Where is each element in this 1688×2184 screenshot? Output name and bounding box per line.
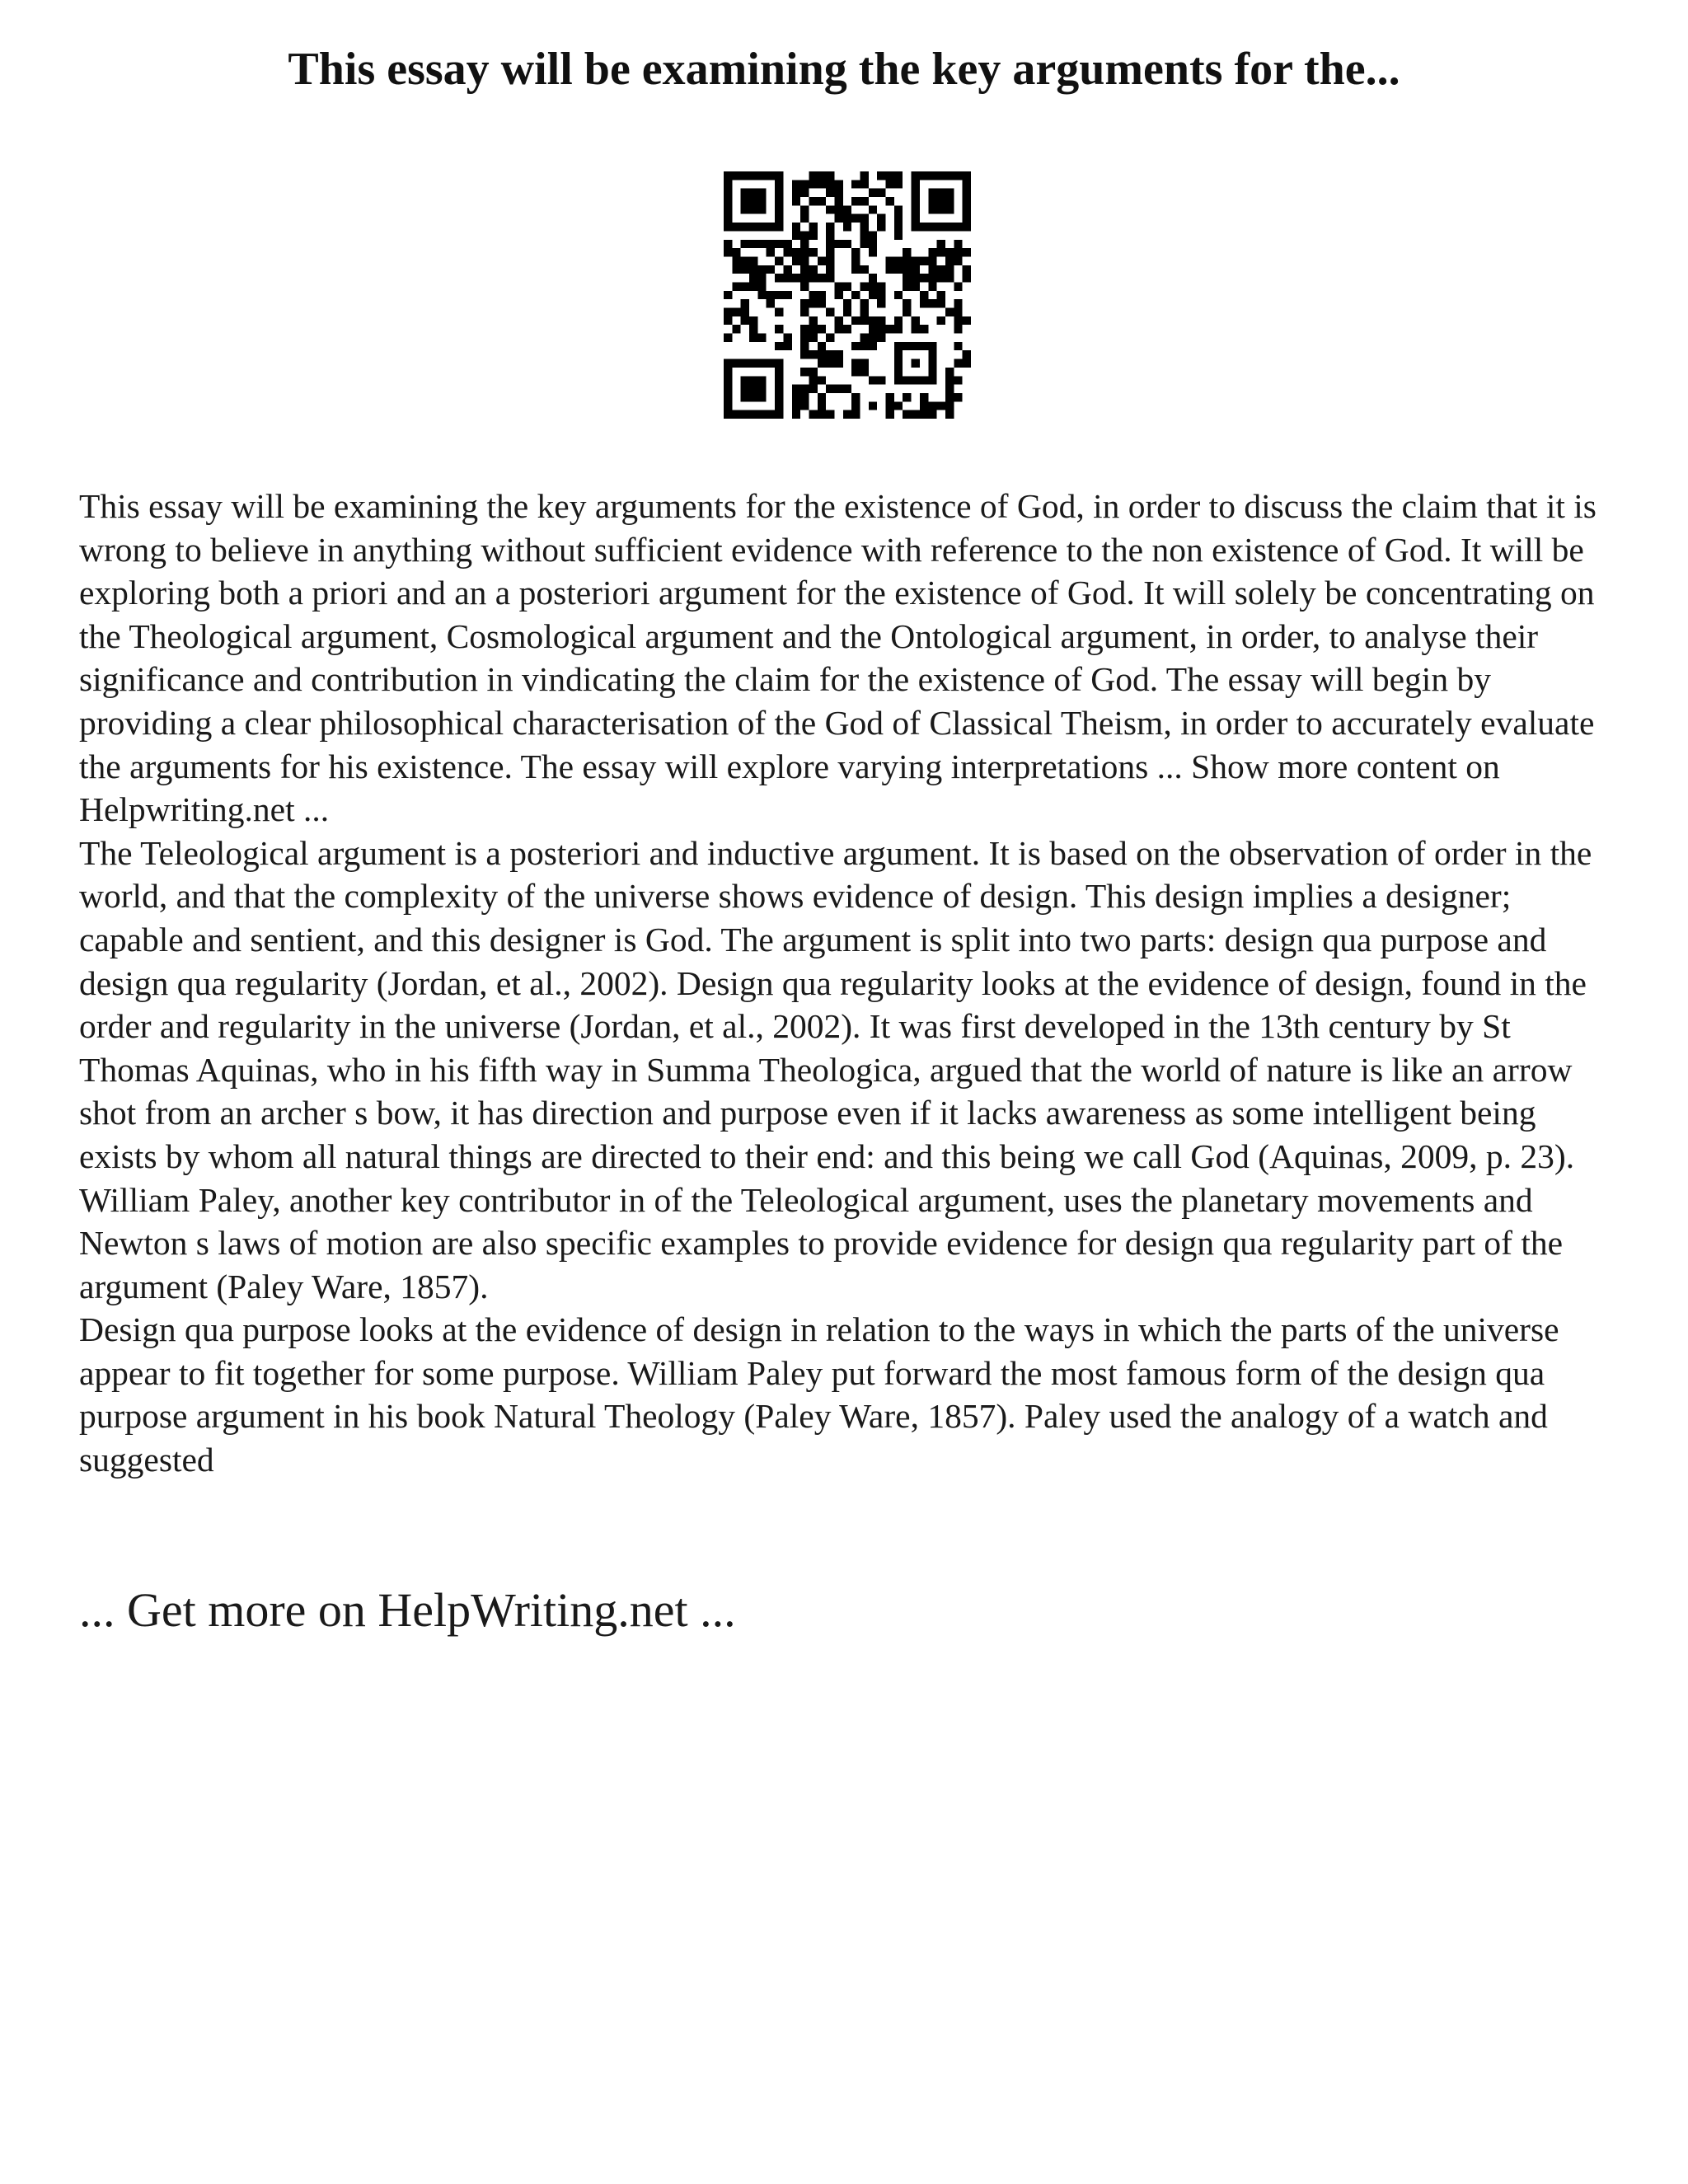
get-more-link[interactable]: ... Get more on HelpWriting.net ... <box>79 1583 736 1637</box>
qr-code-icon <box>724 171 971 419</box>
paragraph-intro: This essay will be examining the key arguments for the existence of God, in order to discuss the claim that it is wrong to believe in anything without sufficient evidence with reference to the non existence of God. It will be exploring both a priori and an a posteriori argument for the existence of God. It will solely be concentrating on the Theological argument, Cosmological argument and the Ontological argument, in order, to analyse their significance and contribution in vindicating the claim for the existence of God. The essay will begin by providing a clear philosophical characterisation of the God of Classical Theism, in order to accurately evaluate the arguments for his existence. The essay will explore varying interpretations ... Show more content on Helpwriting.net ... <box>79 487 1597 829</box>
essay-body <box>79 485 1620 1482</box>
document-title: This essay will be examining the key arguments for the... <box>288 44 1400 95</box>
paragraph-design-qua-purpose: Design qua purpose looks at the evidence of design in relation to the ways in which the parts of the universe appear to fit together for some purpose. William Paley put forward the most famous form of the design qua purpose argument in his book Natural Theology (Paley Ware, 1857). Paley used the analogy of a watch and suggested <box>79 1310 1559 1479</box>
paragraph-teleological: The Teleological argument is a posteriori and inductive argument. It is based on the observation of order in the world, and that the complexity of the universe shows evidence of design. This design implies a designer; capable and sentient, and this designer is God. The argument is split into two parts: design qua purpose and design qua regularity (Jordan, et al., 2002). Design qua regularity looks at the evidence of design, found in the order and regularity in the universe (Jordan, et al., 2002). It was first developed in the 13th century by St Thomas Aquinas, who in his fifth way in Summa Theologica, argued that the world of nature is like an arrow shot from an archer s bow, it has direction and purpose even if it lacks awareness as some intelligent being exists by whom all natural things are directed to their end: and this being we call God (Aquinas, 2009, p. 23). William Paley, another key contributor in of the Teleological argument, uses the planetary movements and Newton s laws of motion are also specific examples to provide evidence for design qua regularity part of the argument (Paley Ware, 1857). <box>79 833 1592 1305</box>
